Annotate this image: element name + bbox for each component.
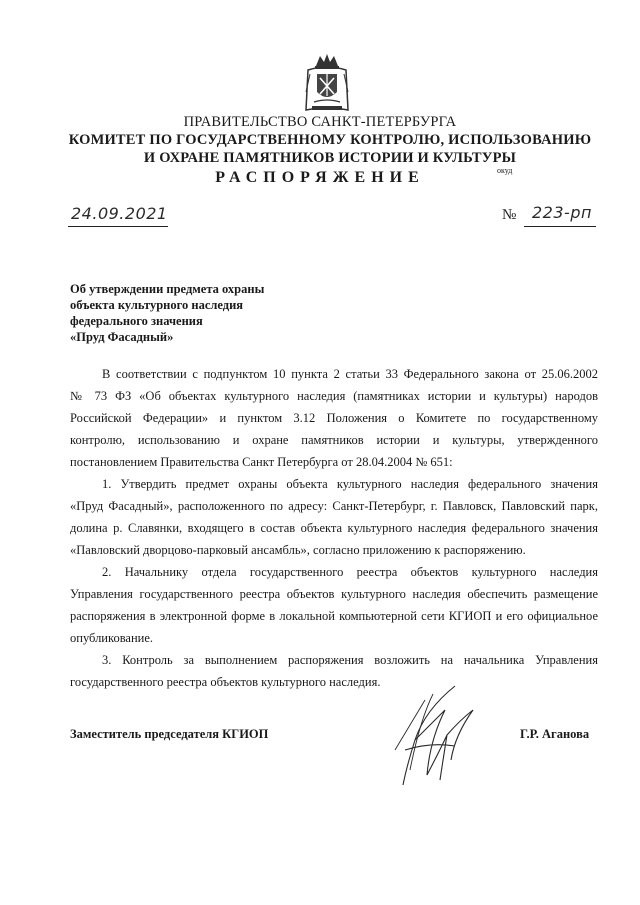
body-line: долина р. Славянки, входящего в состав объекта культурного наследия федерального значения [70,521,598,535]
body-line: Российской Федерации» и пунктом 3.12 Положения о Комитете по государственному [70,411,598,425]
committee-title [60,131,600,167]
subject-line: объекта культурного наследия [70,298,244,312]
body-line: В соответствии с подпунктом 10 пункта 2 статьи 33 Федерального закона от 25.06.2002 [102,367,598,381]
committee-title-line2: И ОХРАНЕ ПАМЯТНИКОВ ИСТОРИИ И КУЛЬТУРЫ [143,150,517,166]
signer-name: Г.Р. Аганова [520,727,590,741]
document-body [70,363,598,693]
committee-title-line1: КОМИТЕТ ПО ГОСУДАРСТВЕННОМУ КОНТРОЛЮ, ИСПОЛЬЗОВАНИЮ [68,132,592,148]
signer-position: Заместитель председателя КГИОП [70,727,269,741]
number-label: № [502,207,517,223]
government-title: ПРАВИТЕЛЬСТВО САНКТ-ПЕТЕРБУРГА [183,114,457,130]
document-type: РАСПОРЯЖЕНИЕ [215,169,425,186]
body-line: «Пруд Фасадный», расположенного по адресу: Санкт-Петербург, г. Павловск, Павловский парк, [70,499,598,513]
subject-line: Об утверждении предмета охраны [70,282,265,296]
subject-line: федерального значения [70,314,203,328]
body-line: распоряжения в электронной форме в локальной компьютерной сети КГИОП и его официальное [70,609,598,623]
okud-label: окуд [497,166,513,175]
body-line: № 73 ФЗ «Об объектах культурного наследия (памятниках истории и культуры) народов [70,389,598,403]
body-line: государственного реестра объектов культурного наследия. [70,675,381,689]
body-line: опубликование. [70,631,154,645]
body-line: 1. Утвердить предмет охраны объекта культурного наследия федерального значения [102,477,598,491]
body-line: 3. Контроль за выполнением распоряжения возложить на начальника Управления [102,653,598,667]
body-line: «Павловский дворцово-парковый ансамбль», согласно приложению к распоряжению. [70,543,526,557]
body-line: Управления государственного реестра объектов культурного наследия обеспечить размещение [70,587,598,601]
document-subject [70,281,390,345]
body-line: 2. Начальнику отдела государственного реестра объектов культурного наследия [102,565,598,579]
document-date: 24.09.2021 [71,204,168,223]
coat-of-arms-icon [302,52,352,114]
body-line: контролю, использованию и охране памятников истории и культуры, утвержденного [70,433,598,447]
document-number: 223-рп [532,203,592,222]
handwritten-signature-icon [385,680,480,790]
body-line: постановлением Правительства Санкт Петербурга от 28.04.2004 № 651: [70,455,453,469]
subject-line: «Пруд Фасадный» [70,330,174,344]
